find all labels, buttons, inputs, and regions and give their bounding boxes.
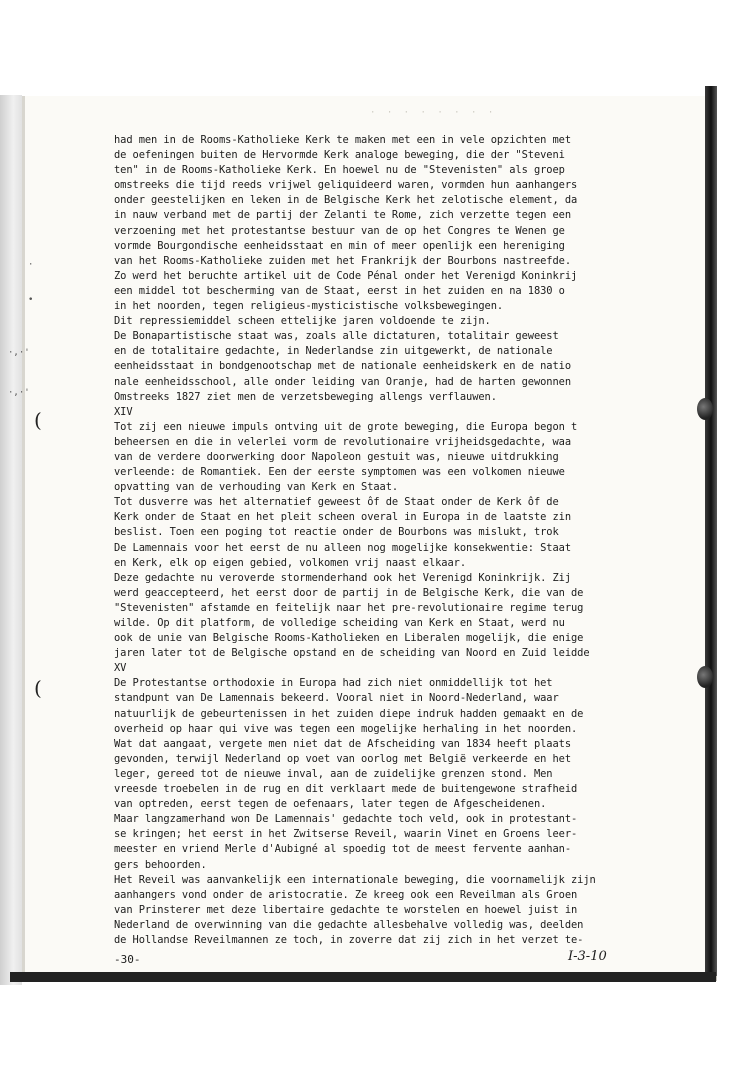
- text-line: in nauw verband met de partij der Zelanti te Rome, zich verzette tegen een: [114, 209, 572, 222]
- text-line: beheersen en die in velerlei vorm de revolutionaire vrijheidsgedachte, waa: [114, 435, 572, 448]
- text-line: Tot zij een nieuwe impuls ontving uit de grote beweging, die Europa begon t: [114, 420, 578, 433]
- text-line: onder geestelijken en leken in de Belgische Kerk het zelotische element, da: [114, 194, 578, 207]
- page-number: -30-: [114, 953, 141, 966]
- margin-dot-mark: ·: [28, 260, 34, 270]
- text-line: ten" in de Rooms-Katholieke Kerk. En hoewel nu de "Stevenisten" als groep: [114, 164, 565, 177]
- text-line: Nederland de overwinning van die gedachte allesbehalve volledig was, deelden: [114, 918, 584, 931]
- text-line: werd geaccepteerd, het eerst door de partij in de Belgische Kerk, die van de: [114, 586, 584, 599]
- text-line: De Lamennais voor het eerst de nu alleen nog mogelijke konsekwentie: Staat: [114, 541, 572, 554]
- text-line: vreesde troebelen in de rug en dit verklaart mede de buitengewone strafheid: [114, 783, 578, 796]
- left-bracket-mark: (: [34, 676, 42, 700]
- text-line: Tot dusverre was het alternatief geweest ôf de Staat onder de Kerk ôf de: [114, 496, 559, 509]
- text-line: van het Rooms-Katholieke zuiden met het Frankrijk der Bourbons nastreefde.: [114, 254, 572, 267]
- text-line: XIV: [114, 405, 133, 418]
- text-line: opvatting van de verhouding van Kerk en Staat.: [114, 481, 399, 494]
- margin-dot-mark: •: [28, 295, 34, 305]
- text-line: Het Reveil was aanvankelijk een internationale beweging, die voornamelijk zijn: [114, 873, 596, 886]
- text-line: XV: [114, 662, 127, 675]
- text-line: had men in de Rooms-Katholieke Kerk te maken met een in vele opzichten met: [114, 134, 572, 146]
- text-line: wilde. Op dit platform, de volledige scheiding van Kerk en Staat, werd nu: [114, 617, 565, 629]
- margin-scribble-mark: ·,·': [8, 348, 30, 358]
- text-line: en Kerk, elk op eigen gebied, volkomen vrij naast elkaar.: [114, 556, 467, 569]
- archive-code: I-3-10: [568, 949, 607, 964]
- text-line: omstreeks die tijd reeds vrijwel geliquideerd waren, vormden hun aanhangers: [114, 179, 578, 192]
- text-line: aanhangers vond onder de aristocratie. Ze kreeg ook een Reveilman als Groen: [114, 888, 578, 901]
- text-line: ook de unie van Belgische Rooms-Katholieken en Liberalen mogelijk, die enige: [114, 632, 584, 645]
- text-line: Maar langzamerhand won De Lamennais' gedachte toch veld, ook in protestant-: [114, 813, 578, 826]
- text-line: Dit repressiemiddel scheen ettelijke jaren voldoende te zijn.: [114, 315, 491, 328]
- text-line: overheid op haar qui vive was tegen een mogelijke herhaling in het noorden.: [114, 722, 578, 735]
- text-line: de Hollandse Reveilmannen ze toch, in zoverre dat zij zich in het verzet te-: [114, 933, 584, 946]
- text-line: Zo werd het beruchte artikel uit de Code Pénal onder het Verenigd Koninkrij: [114, 269, 578, 282]
- binding-spine: [0, 95, 22, 985]
- text-line: gevonden, terwijl Nederland op voet van oorlog met België verkeerde en het: [114, 752, 572, 765]
- text-line: standpunt van De Lamennais bekeerd. Vooral niet in Noord-Nederland, waar: [114, 692, 559, 705]
- text-line: van Prinsterer met deze libertaire gedachte te worstelen en hoewel juist in: [114, 903, 578, 916]
- text-line: De Bonapartistische staat was, zoals alle dictaturen, totalitair geweest: [114, 330, 559, 343]
- page-body-text: [114, 133, 714, 948]
- text-line: jaren later tot de Belgische opstand en de scheiding van Noord en Zuid leidde: [114, 647, 590, 660]
- text-line: "Stevenisten" afstamde en feitelijk naar het pre-revolutionaire regime terug: [114, 601, 584, 614]
- bleed-through-text: · · · · · · · ·: [370, 108, 497, 118]
- text-line: de oefeningen buiten de Hervormde Kerk analoge beweging, die der "Steveni: [114, 149, 565, 162]
- text-line: een middel tot bescherming van de Staat, eerst in het zuiden en na 1830 o: [114, 284, 565, 297]
- text-line: van de verdere doorwerking door Napoleon gestuit was, nieuwe uitdrukking: [114, 450, 559, 463]
- margin-scribble-mark: ·,·': [8, 388, 30, 398]
- text-line: Deze gedachte nu veroverde stormenderhand ook het Verenigd Koninkrijk. Zij: [114, 571, 572, 584]
- text-line: beslist. Toen een poging tot reactie onder de Bourbons was mislukt, trok: [114, 526, 559, 539]
- text-line: se kringen; het eerst in het Zwitserse Reveil, waarin Vinet en Groens leer-: [114, 828, 578, 841]
- text-line: natuurlijk de gebeurtenissen in het zuiden diepe indruk hadden gemaakt en de: [114, 707, 584, 720]
- text-line: en de totalitaire gedachte, in Nederlandse zin uitgewerkt, de nationale: [114, 345, 553, 358]
- text-line: Wat dat aangaat, vergete men niet dat de Afscheiding van 1834 heeft plaats: [114, 737, 572, 750]
- text-line: leger, gereed tot de nieuwe inval, aan de zuidelijke grenzen stond. Men: [114, 767, 553, 780]
- text-line: vormde Bourgondische eenheidsstaat en min of meer openlijk een hereniging: [114, 239, 565, 252]
- text-line: Omstreeks 1827 ziet men de verzetsbeweging allengs verflauwen.: [114, 390, 497, 403]
- text-line: verzoening met het protestantse bestuur van de op het Congres te Wenen ge: [114, 224, 565, 237]
- text-line: verleende: de Romantiek. Een der eerste symptomen was een volkomen nieuwe: [114, 466, 565, 479]
- text-line: in het noorden, tegen religieus-mysticistische volksbewegingen.: [114, 300, 504, 313]
- text-line: De Protestantse orthodoxie in Europa had zich niet onmiddellijk tot het: [114, 677, 553, 690]
- text-line: meester en vriend Merle d'Aubigné al spoedig tot de meest fervente aanhan-: [114, 843, 572, 856]
- binder-bottom-edge: [10, 972, 716, 982]
- text-line: Kerk onder de Staat en het pleit scheen overal in Europa in de laatste zin: [114, 511, 572, 524]
- text-line: nale eenheidsschool, alle onder leiding van Oranje, had de harten gewonnen: [114, 375, 572, 388]
- text-line: gers behoorden.: [114, 858, 207, 871]
- text-line: van optreden, eerst tegen de oefenaars, later tegen de Afgescheidenen.: [114, 798, 547, 811]
- left-bracket-mark: (: [34, 408, 42, 432]
- text-line: eenheidsstaat in bondgenootschap met de nationale eenheidskerk en de natio: [114, 360, 572, 373]
